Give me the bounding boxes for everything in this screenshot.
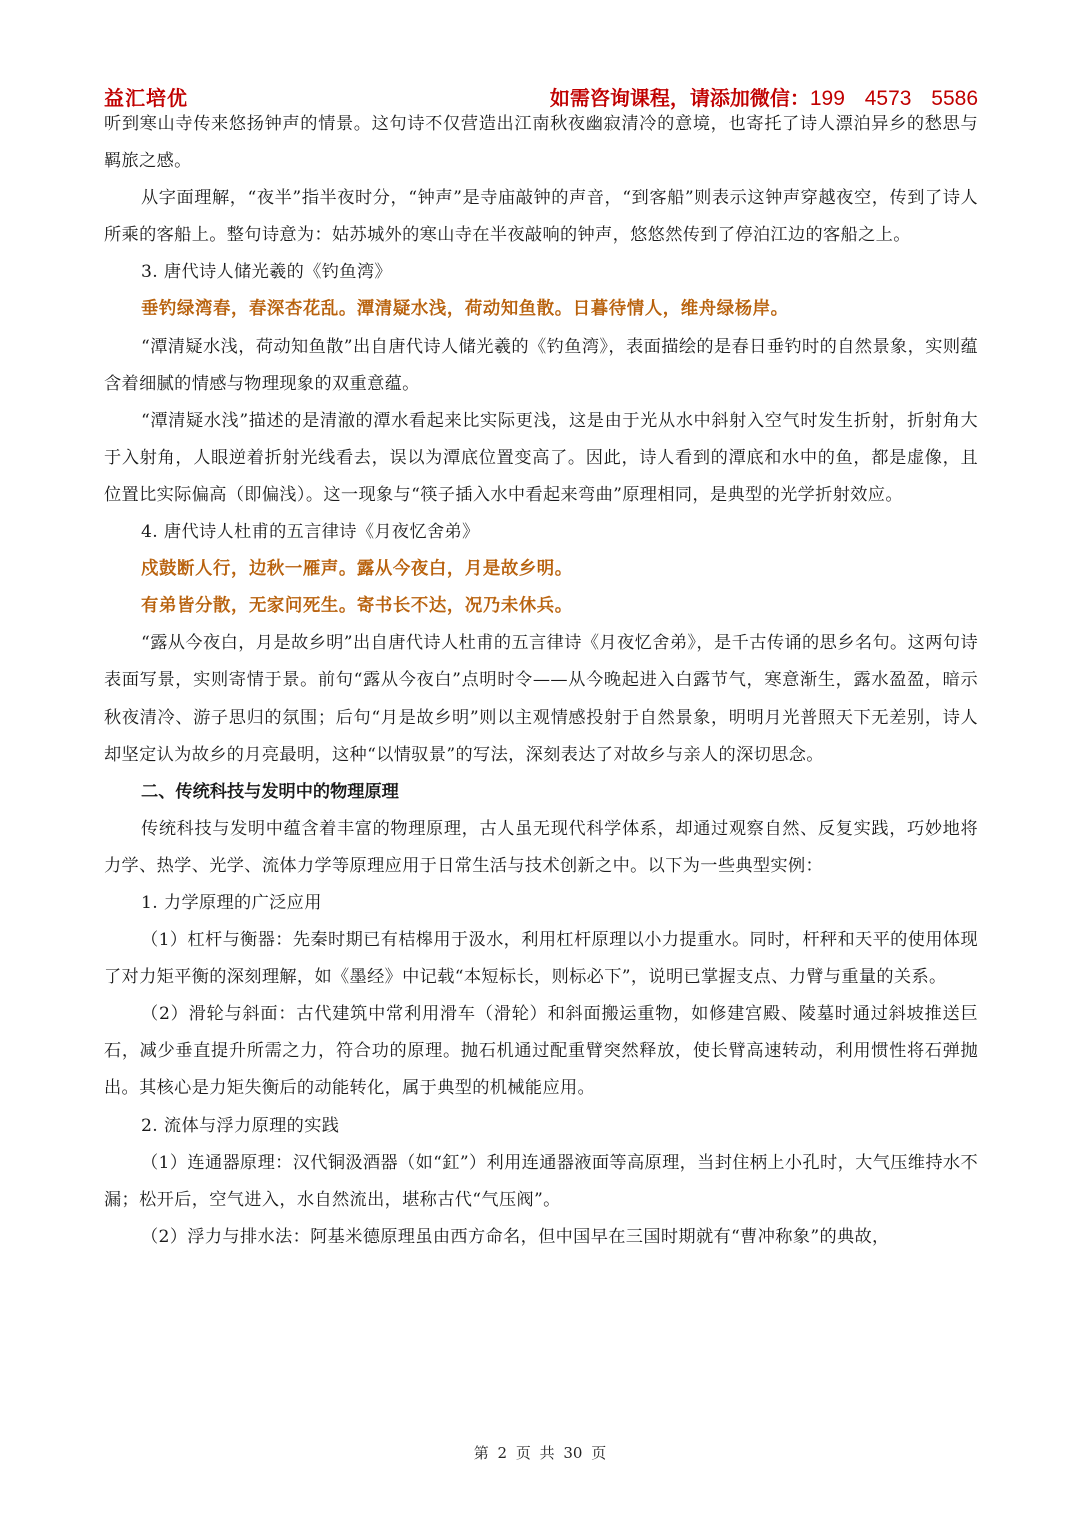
subheading: 4. 唐代诗人杜甫的五言律诗《月夜忆舍弟》 [141, 522, 480, 543]
poem-verse: 有弟皆分散，无家问死生。寄书长不达，况乃未休兵。 [141, 596, 573, 617]
brand-name: 益汇培优 [104, 86, 188, 110]
subheading: 3. 唐代诗人储光羲的《钓鱼湾》 [141, 262, 392, 283]
page-number: 第 2 页 共 30 页 [473, 1444, 607, 1462]
wechat-number: 199 4573 5586 [809, 87, 978, 110]
poem-verse: 戍鼓断人行，边秋一雁声。露从今夜白，月是故乡明。 [141, 559, 573, 580]
paragraph: （1）连通器原理：汉代铜汲酒器（如“釭”）利用连通器液面等高原理，当封住柄上小孔时，大气压维持水不漏；松开后，空气进入，水自然流出，堪称古代“气压阀”。 [104, 1152, 978, 1210]
paragraph: “露从今夜白，月是故乡明”出自唐代诗人杜甫的五言律诗《月夜忆舍弟》，是千古传诵的思乡名句。这两句诗表面写景，实则寄情于景。前句“露从今夜白”点明时令——从今晚起进入白露节气，寒意渐生，露水盈盈，暗示秋夜清冷、游子思归的氛围；后句“月是故乡明”则以主观情感投射于自然景象，明明月光普照天下无差别，诗人却坚定认为故乡的月亮最明，这种“以情驭景”的写法，深刻表达了对故乡与亲人的深切思念。 [104, 633, 978, 765]
paragraph: 听到寒山寺传来悠扬钟声的情景。这句诗不仅营造出江南秋夜幽寂清冷的意境，也寄托了诗人漂泊异乡的愁思与羁旅之感。 [104, 114, 978, 172]
subheading: 1. 力学原理的广泛应用 [141, 892, 322, 913]
paragraph: 从字面理解，“夜半”指半夜时分，“钟声”是寺庙敲钟的声音，“到客船”则表示这钟声穿越夜空，传到了诗人所乘的客船上。整句诗意为：姑苏城外的寒山寺在半夜敲响的钟声，悠悠然传到了停泊江边的客船之上。 [104, 188, 978, 246]
paragraph: “潭清疑水浅，荷动知鱼散”出自唐代诗人储光羲的《钓鱼湾》，表面描绘的是春日垂钓时的自然景象，实则蕴含着细腻的情感与物理现象的双重意蕴。 [104, 336, 978, 394]
section-heading: 二、传统科技与发明中的物理原理 [141, 781, 399, 802]
paragraph: （1）杠杆与衡器：先秦时期已有桔槔用于汲水，利用杠杆原理以小力提重水。同时，杆秤和天平的使用体现了对力矩平衡的深刻理解，如《墨经》中记载“本短标长，则标必下”，说明已掌握支点、力臂与重量的关系。 [104, 930, 978, 988]
poem-verse: 垂钓绿湾春，春深杏花乱。潭清疑水浅，荷动知鱼散。日暮待情人，维舟绿杨岸。 [141, 299, 789, 320]
paragraph: （2）滑轮与斜面：古代建筑中常利用滑车（滑轮）和斜面搬运重物，如修建宫殿、陵墓时通过斜坡推送巨石，减少垂直提升所需之力，符合功的原理。抛石机通过配重臂突然释放，使长臂高速转动，利用惯性将石弹抛出。其核心是力矩失衡后的动能转化，属于典型的机械能应用。 [104, 1004, 978, 1099]
paragraph: 传统科技与发明中蕴含着丰富的物理原理，古人虽无现代科学体系，却通过观察自然、反复实践，巧妙地将力学、热学、光学、流体力学等原理应用于日常生活与技术创新之中。以下为一些典型实例： [104, 818, 978, 876]
paragraph: （2）浮力与排水法：阿基米德原理虽由西方命名，但中国早在三国时期就有“曹冲称象”的典故， [141, 1226, 890, 1247]
document-body [104, 106, 978, 1256]
paragraph: “潭清疑水浅”描述的是清澈的潭水看起来比实际更浅，这是由于光从水中斜射入空气时发生折射，折射角大于入射角，人眼逆着折射光线看去，误以为潭底位置变高了。因此，诗人看到的潭底和水中的鱼，都是虚像，且位置比实际偏高（即偏浅）。这一现象与“筷子插入水中看起来弯曲”原理相同，是典型的光学折射效应。 [104, 410, 978, 505]
subheading: 2. 流体与浮力原理的实践 [141, 1115, 340, 1136]
contact-label: 如需咨询课程，请添加微信： [549, 86, 810, 110]
